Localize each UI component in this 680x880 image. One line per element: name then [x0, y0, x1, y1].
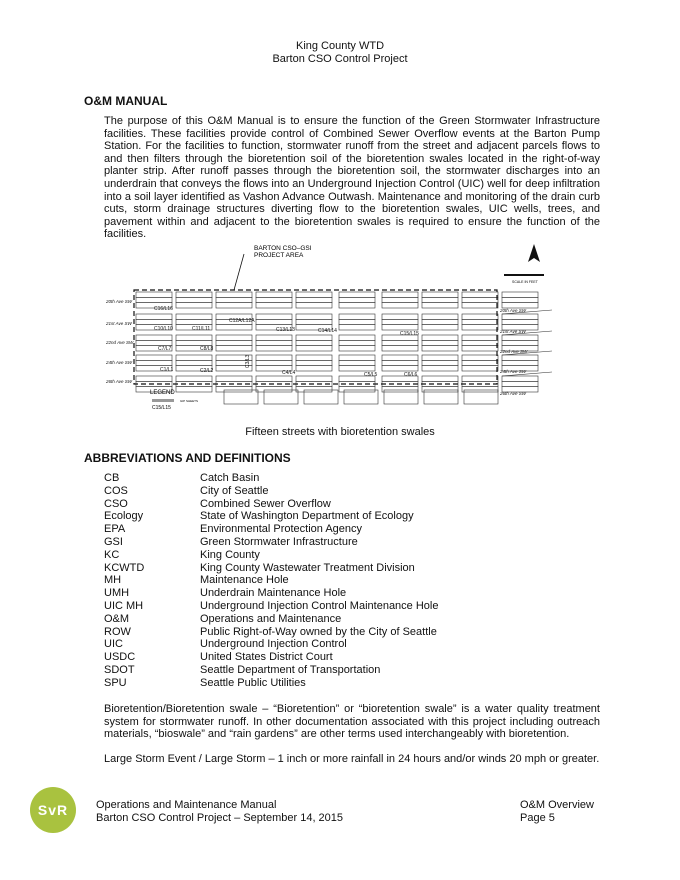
map-parcel — [382, 325, 418, 330]
abbreviation-term: CSO — [104, 497, 128, 510]
abbreviation-definition: Maintenance Hole — [200, 574, 289, 587]
footer-doc-title: Operations and Maintenance Manual — [96, 799, 277, 811]
map-parcel — [382, 387, 418, 392]
map-parcel — [256, 346, 292, 351]
map-parcel — [256, 340, 292, 345]
map-parcel — [136, 314, 172, 319]
abbreviation-row — [104, 626, 438, 639]
map-parcel — [216, 346, 252, 351]
abbreviation-row — [104, 523, 438, 536]
street-label: 26th Ave SW — [106, 379, 133, 384]
abbreviation-row — [104, 549, 438, 562]
abbreviation-row — [104, 600, 438, 613]
map-parcel — [176, 387, 212, 392]
map-parcel — [256, 297, 292, 302]
abbreviation-term: SDOT — [104, 663, 135, 676]
abbreviation-definition: Catch Basin — [200, 472, 260, 484]
map-parcel — [462, 297, 498, 302]
abbreviation-term: KCWTD — [104, 561, 145, 574]
map-parcel — [136, 292, 172, 297]
map-caption: Fifteen streets with bioretention swales — [245, 426, 435, 438]
map-parcel — [382, 319, 418, 324]
sheet-label: C2/L2 — [200, 368, 214, 374]
abbreviation-definition: Seattle Department of Transportation — [200, 663, 381, 676]
footer-page-number: Page 5 — [520, 812, 555, 824]
map-parcel — [339, 355, 375, 360]
abbreviation-definition: City of Seattle — [200, 484, 269, 497]
abbreviation-definition: Underdrain Maintenance Hole — [200, 587, 347, 600]
abbreviation-row — [104, 485, 438, 498]
map-parcel — [422, 387, 458, 392]
map-parcel — [422, 376, 458, 381]
project-boundary — [134, 290, 497, 384]
map-parcel — [339, 314, 375, 319]
map-parcel — [256, 303, 292, 308]
map-parcel — [216, 387, 252, 392]
map-parcel — [256, 355, 292, 360]
abbreviation-definition: Environmental Protection Agency — [200, 523, 363, 536]
map-parcel — [296, 346, 332, 351]
svr-logo: SvR — [30, 787, 76, 833]
scale-label: SCALE IN FEET — [512, 280, 538, 284]
map-parcel — [296, 360, 332, 365]
map-parcel — [382, 360, 418, 365]
map-parcel — [256, 319, 292, 324]
footer-project-date: Barton CSO Control Project – September 14, 2015 — [96, 812, 344, 824]
map-parcel — [256, 314, 292, 319]
map-parcel — [216, 325, 252, 330]
map-parcel — [296, 366, 332, 371]
map-parcel — [176, 292, 212, 297]
map-parcel — [256, 376, 292, 381]
abbreviation-row — [104, 613, 438, 626]
map-parcel — [296, 303, 332, 308]
map-parcel — [422, 292, 458, 297]
map-parcel — [382, 292, 418, 297]
abbreviation-definition: United States District Court — [200, 651, 333, 664]
abbreviation-term: EPA — [104, 523, 126, 536]
abbreviation-term: KC — [104, 548, 120, 561]
map-parcel — [462, 303, 498, 308]
map-parcel — [382, 366, 418, 371]
map-parcel — [339, 319, 375, 324]
sheet-label: C13/L13 — [276, 327, 295, 333]
sheet-label: C16/L16 — [154, 306, 173, 312]
map-parcel — [422, 335, 458, 340]
abbreviation-row — [104, 498, 438, 511]
street-label: 26th Ave SW — [500, 391, 527, 396]
map-parcel — [339, 335, 375, 340]
abbreviation-term: GSI — [104, 535, 123, 548]
footer-left — [96, 799, 343, 825]
street-label: 21st Ave SW — [106, 321, 132, 326]
abbreviation-term: CB — [104, 472, 120, 484]
sheet-label: C6/L6 — [404, 372, 418, 378]
abbreviation-definition: Seattle Public Utilities — [200, 676, 306, 689]
map-parcel — [422, 319, 458, 324]
map-parcel — [462, 360, 498, 365]
map-parcel — [296, 355, 332, 360]
map-parcel — [216, 297, 252, 302]
street-label: 20th Ave SW — [500, 308, 527, 313]
map-parcel — [422, 346, 458, 351]
header-org: King County WTD — [295, 40, 385, 52]
map-parcel — [462, 340, 498, 345]
abbreviation-row — [104, 651, 438, 664]
map-parcel — [462, 319, 498, 324]
abbreviation-row — [104, 472, 438, 485]
map-parcel — [502, 376, 538, 381]
abbreviation-term: ROW — [104, 625, 131, 638]
om-manual-heading: O&M MANUAL — [84, 94, 168, 108]
legend-swatch — [152, 399, 174, 402]
map-parcel — [339, 387, 375, 392]
north-arrow-icon — [528, 244, 540, 262]
sheet-label: C10/L10 — [154, 326, 173, 332]
abbreviation-term: MH — [104, 574, 122, 587]
map-parcel — [382, 303, 418, 308]
abbreviation-definition: King County Wastewater Treatment Division — [200, 561, 415, 574]
map-parcel — [216, 340, 252, 345]
map-parcel — [256, 360, 292, 365]
map-parcel — [296, 335, 332, 340]
project-leader-line — [234, 254, 244, 290]
page-header — [0, 40, 680, 66]
om-manual-paragraph: The purpose of this O&M Manual is to ensure the function of the Green Stormwater Infrastructure facilities. These facilities provide control of Combined Sewer Overflow events at the Barton Pump Station. For the facilities to function, stormwater runoff from the street and adjacent parcels flows to and then filters through the bioretention soil of the bioretention swales located in the right-of-way planter strip. After runoff passes through the bioretention soil, the stormwater discharges into an underdrain that conveys the flows into an Underground Injection Control (UIC) well for deep infiltration into a soil layer identified as Vashon Advance Outwash. Maintenance and monitoring of the drain curb cuts, storm drainage structures diverting flow to the bioretention swales, UIC wells, trees, and pavement within and adjacent to the bioretention swales is required to ensure the function of the facilities. — [104, 115, 600, 241]
abbreviation-term: Ecology — [104, 510, 144, 523]
map-parcel — [256, 387, 292, 392]
footer-right — [520, 799, 594, 825]
map-parcel — [176, 314, 212, 319]
street-label: 22nd Ave SW — [500, 349, 528, 354]
map-blocks — [136, 292, 552, 404]
abbreviation-definition: Underground Injection Control Maintenance Hole — [200, 599, 439, 612]
map-parcel — [136, 355, 172, 360]
project-label-2: PROJECT AREA — [254, 252, 304, 259]
map-parcel — [422, 340, 458, 345]
map-parcel — [422, 303, 458, 308]
map-parcel — [462, 355, 498, 360]
map-parcel — [339, 366, 375, 371]
map-parcel — [502, 292, 538, 297]
map-parcel — [422, 355, 458, 360]
map-parcel — [422, 314, 458, 319]
map-parcel — [502, 314, 538, 319]
map-parcel — [462, 314, 498, 319]
abbreviation-row — [104, 587, 438, 600]
map-parcel — [339, 325, 375, 330]
footer-section: O&M Overview — [520, 799, 594, 811]
sheet-label: C8/L8 — [200, 346, 214, 352]
map-parcel — [296, 292, 332, 297]
map-parcel — [296, 387, 332, 392]
map-parcel — [339, 297, 375, 302]
map-parcel — [382, 340, 418, 345]
map-parcel — [256, 292, 292, 297]
abbreviation-definition: King County — [200, 548, 260, 561]
map-parcel — [502, 335, 538, 340]
street-label: 22nd Ave SW — [106, 340, 134, 345]
map-parcel — [382, 346, 418, 351]
sheet-label: C4/L4 — [282, 370, 296, 376]
project-area-map — [104, 240, 552, 412]
sheet-label: C11/L11 — [192, 326, 211, 332]
map-parcel — [462, 335, 498, 340]
map-parcel — [462, 325, 498, 330]
map-parcel — [296, 376, 332, 381]
abbreviation-row — [104, 638, 438, 651]
map-parcel — [216, 335, 252, 340]
abbreviation-row — [104, 510, 438, 523]
abbreviation-term: COS — [104, 484, 128, 497]
abbreviation-term: USDC — [104, 651, 136, 664]
abbreviations-heading: ABBREVIATIONS AND DEFINITIONS — [84, 451, 291, 465]
map-parcel — [502, 319, 538, 324]
map-parcel — [339, 346, 375, 351]
map-parcel — [296, 297, 332, 302]
sheet-label: C3/L3 — [245, 354, 251, 368]
map-parcel — [462, 292, 498, 297]
abbreviation-row — [104, 574, 438, 587]
abbreviations-list — [104, 472, 438, 690]
project-label-1: BARTON CSO–GSI — [254, 245, 312, 252]
sheet-label: C12A/L12A — [229, 318, 255, 324]
map-parcel — [462, 387, 498, 392]
header-project: Barton CSO Control Project — [272, 53, 408, 65]
street-label: 24th Ave SW — [106, 360, 133, 365]
map-parcel — [339, 340, 375, 345]
sheet-label: C1/L1 — [160, 367, 174, 373]
street-label: 20th Ave SW — [106, 299, 133, 304]
map-parcel — [256, 335, 292, 340]
map-parcel — [296, 340, 332, 345]
sheet-label: C5/L5 — [364, 372, 378, 378]
map-parcel — [462, 366, 498, 371]
map-parcel — [176, 297, 212, 302]
map-parcel — [176, 319, 212, 324]
map-parcel — [216, 303, 252, 308]
abbreviation-row — [104, 562, 438, 575]
abbreviation-term: UIC MH — [104, 599, 144, 612]
map-parcel — [382, 297, 418, 302]
abbreviation-definition: Operations and Maintenance — [200, 612, 342, 625]
map-parcel — [422, 325, 458, 330]
map-parcel — [136, 297, 172, 302]
map-parcel — [462, 376, 498, 381]
map-parcel — [502, 360, 538, 365]
map-parcel — [382, 314, 418, 319]
map-parcel — [176, 340, 212, 345]
scale-bar — [504, 274, 544, 284]
sheet-label: C7/L7 — [158, 346, 172, 352]
map-parcel — [136, 335, 172, 340]
legend-sample: C15/L15 — [152, 405, 171, 411]
map-parcel — [296, 319, 332, 324]
map-parcel — [176, 303, 212, 308]
map-parcel — [216, 292, 252, 297]
abbreviation-definition: Underground Injection Control — [200, 638, 347, 651]
map-parcel — [502, 297, 538, 302]
abbreviation-definition: Combined Sewer Overflow — [200, 497, 331, 510]
abbreviation-definition: State of Washington Department of Ecology — [200, 510, 414, 523]
street-label: 24th Ave SW — [500, 369, 527, 374]
abbreviation-term: UIC — [104, 638, 123, 651]
sheet-label: C14/L14 — [318, 328, 337, 334]
large-storm-definition: Large Storm Event / Large Storm – 1 inch or more rainfall in 24 hours and/or winds 20 mph or greater. — [104, 753, 600, 765]
abbreviation-row — [104, 664, 438, 677]
map-parcel — [296, 314, 332, 319]
map-parcel — [136, 376, 172, 381]
map-parcel — [422, 297, 458, 302]
bioretention-definition: Bioretention/Bioretention swale – “Bioretention” or “bioretention swale” is a water quality treatment system for stormwater runoff. In other documentation associated with this project including outreach materials, “bioswale” and “rain gardens” are other terms used interchangeably with bioretention. — [104, 703, 600, 741]
map-parcel — [176, 360, 212, 365]
map-parcel — [502, 355, 538, 360]
abbreviation-term: SPU — [104, 676, 127, 689]
map-parcel — [216, 376, 252, 381]
map-parcel — [339, 292, 375, 297]
map-parcel — [176, 335, 212, 340]
abbreviation-term: UMH — [104, 587, 130, 600]
map-parcel — [382, 355, 418, 360]
map-parcel — [136, 319, 172, 324]
map-parcel — [176, 376, 212, 381]
abbreviation-row — [104, 536, 438, 549]
map-parcel — [422, 360, 458, 365]
abbreviation-term: O&M — [104, 612, 130, 625]
abbreviation-definition: Public Right-of-Way owned by the City of Seattle — [200, 625, 437, 638]
map-parcel — [502, 381, 538, 386]
sheet-label: C15/L15 — [400, 331, 419, 337]
map-parcel — [339, 360, 375, 365]
map-parcel — [339, 303, 375, 308]
abbreviation-definition: Green Stormwater Infrastructure — [200, 535, 358, 548]
map-parcel — [136, 360, 172, 365]
legend-note: GIP SHEETS — [180, 399, 198, 403]
map-parcel — [176, 355, 212, 360]
map-parcel — [502, 340, 538, 345]
street-label: 21st Ave SW — [500, 329, 526, 334]
legend-title: LEGEND — [150, 390, 175, 396]
map-parcel — [136, 340, 172, 345]
map-parcel — [422, 366, 458, 371]
abbreviation-row — [104, 677, 438, 690]
map-parcel — [462, 346, 498, 351]
